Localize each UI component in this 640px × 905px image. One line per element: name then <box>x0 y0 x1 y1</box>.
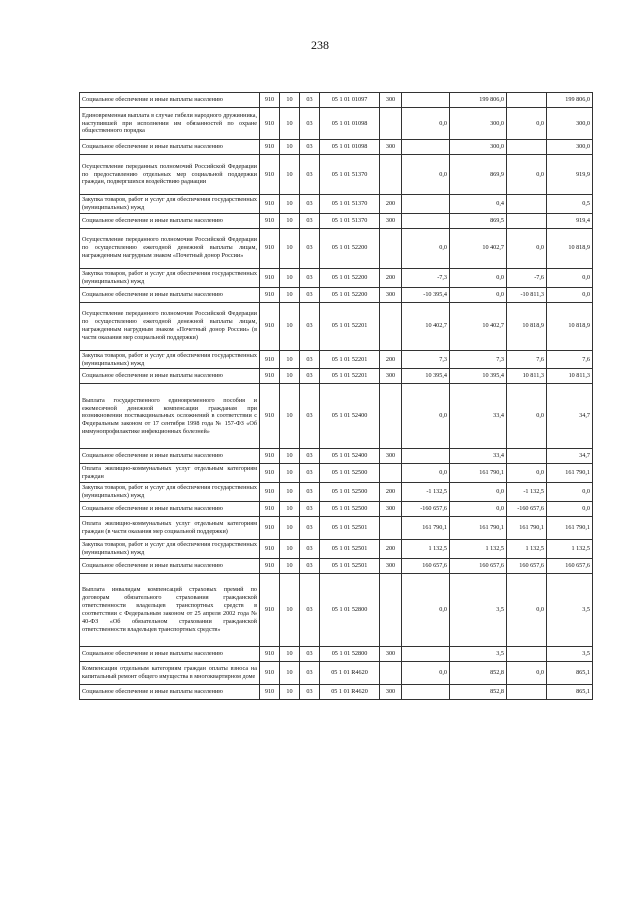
amount-total-year2: 7,6 <box>547 350 593 369</box>
amount-change-year2: 0,0 <box>507 108 547 140</box>
amount-total-year2: 34,7 <box>547 449 593 464</box>
expense-kind-code: 300 <box>380 502 402 517</box>
expense-kind-code <box>380 517 402 540</box>
row-name: Закупка товаров, работ и услуг для обеспечения государственных (муниципальных) нужд <box>80 195 260 214</box>
expense-kind-code <box>380 108 402 140</box>
expense-kind-code: 300 <box>380 140 402 155</box>
table-row <box>80 155 593 195</box>
table-row <box>80 449 593 464</box>
target-article-code: 05 1 01 52501 <box>320 540 380 559</box>
ministry-code: 910 <box>260 483 280 502</box>
subsection-code: 03 <box>300 540 320 559</box>
amount-total-year2: 199 806,0 <box>547 93 593 108</box>
section-code: 10 <box>280 684 300 699</box>
amount-total-year1: 199 806,0 <box>450 93 507 108</box>
subsection-code: 03 <box>300 287 320 302</box>
amount-change-year1: 0,0 <box>402 573 450 646</box>
ministry-code: 910 <box>260 369 280 384</box>
amount-change-year2 <box>507 93 547 108</box>
expense-kind-code: 200 <box>380 540 402 559</box>
subsection-code: 03 <box>300 268 320 287</box>
amount-change-year2: 7,6 <box>507 350 547 369</box>
amount-total-year2: 10 818,9 <box>547 228 593 268</box>
row-name: Закупка товаров, работ и услуг для обеспечения государственных (муниципальных) нужд <box>80 540 260 559</box>
amount-change-year2 <box>507 449 547 464</box>
table-row <box>80 646 593 661</box>
section-code: 10 <box>280 268 300 287</box>
target-article-code: 05 1 01 52500 <box>320 483 380 502</box>
target-article-code: 05 1 01 52800 <box>320 646 380 661</box>
table-row <box>80 502 593 517</box>
table-row <box>80 213 593 228</box>
target-article-code: 05 1 01 51370 <box>320 155 380 195</box>
row-name: Социальное обеспечение и иные выплаты населению <box>80 646 260 661</box>
section-code: 10 <box>280 93 300 108</box>
amount-change-year2 <box>507 646 547 661</box>
table-row <box>80 108 593 140</box>
subsection-code: 03 <box>300 155 320 195</box>
amount-total-year2: 34,7 <box>547 384 593 449</box>
section-code: 10 <box>280 517 300 540</box>
ministry-code: 910 <box>260 502 280 517</box>
amount-change-year1: -160 657,6 <box>402 502 450 517</box>
amount-total-year1: 869,5 <box>450 213 507 228</box>
ministry-code: 910 <box>260 573 280 646</box>
amount-change-year1: 161 790,1 <box>402 517 450 540</box>
amount-change-year1 <box>402 213 450 228</box>
amount-total-year2: 160 657,6 <box>547 558 593 573</box>
row-name: Компенсация отдельным категориям граждан оплаты взноса на капитальный ремонт общего имущества в многоквартирном доме <box>80 661 260 684</box>
target-article-code: 05 1 01 52500 <box>320 464 380 483</box>
section-code: 10 <box>280 369 300 384</box>
expense-kind-code: 200 <box>380 195 402 214</box>
ministry-code: 910 <box>260 684 280 699</box>
section-code: 10 <box>280 108 300 140</box>
expense-kind-code: 300 <box>380 684 402 699</box>
row-name: Закупка товаров, работ и услуг для обеспечения государственных (муниципальных) нужд <box>80 350 260 369</box>
amount-total-year1: 300,0 <box>450 108 507 140</box>
target-article-code: 05 1 01 51370 <box>320 195 380 214</box>
amount-total-year2: 0,5 <box>547 195 593 214</box>
amount-change-year1: 0,0 <box>402 228 450 268</box>
subsection-code: 03 <box>300 684 320 699</box>
ministry-code: 910 <box>260 384 280 449</box>
target-article-code: 05 1 01 52501 <box>320 558 380 573</box>
section-code: 10 <box>280 287 300 302</box>
amount-change-year1 <box>402 684 450 699</box>
section-code: 10 <box>280 540 300 559</box>
amount-total-year1: 0,0 <box>450 483 507 502</box>
expense-kind-code <box>380 464 402 483</box>
amount-total-year1: 3,5 <box>450 646 507 661</box>
amount-change-year2: -160 657,6 <box>507 502 547 517</box>
amount-change-year1: 10 395,4 <box>402 369 450 384</box>
amount-total-year1: 0,0 <box>450 268 507 287</box>
expense-kind-code <box>380 302 402 350</box>
row-name: Социальное обеспечение и иные выплаты населению <box>80 93 260 108</box>
amount-change-year1: -1 132,5 <box>402 483 450 502</box>
amount-total-year2: 300,0 <box>547 108 593 140</box>
amount-change-year2: 1 132,5 <box>507 540 547 559</box>
amount-change-year2 <box>507 684 547 699</box>
target-article-code: 05 1 01 R4620 <box>320 661 380 684</box>
row-name: Социальное обеспечение и иные выплаты населению <box>80 449 260 464</box>
expense-kind-code: 300 <box>380 287 402 302</box>
row-name: Осуществление переданного полномочия Российской Федерации по осуществлению ежегодной денежной выплаты лицам, награжденным нагрудным знаком «Почетный донор России» (в части оказания мер социальной поддержки) <box>80 302 260 350</box>
section-code: 10 <box>280 228 300 268</box>
amount-total-year1: 852,8 <box>450 684 507 699</box>
target-article-code: 05 1 01 52201 <box>320 350 380 369</box>
target-article-code: 05 1 01 52800 <box>320 573 380 646</box>
target-article-code: 05 1 01 52500 <box>320 502 380 517</box>
ministry-code: 910 <box>260 558 280 573</box>
amount-change-year1: 0,0 <box>402 108 450 140</box>
amount-total-year1: 0,4 <box>450 195 507 214</box>
ministry-code: 910 <box>260 302 280 350</box>
amount-total-year1: 0,0 <box>450 502 507 517</box>
expense-kind-code: 200 <box>380 350 402 369</box>
amount-total-year2: 0,0 <box>547 483 593 502</box>
section-code: 10 <box>280 350 300 369</box>
subsection-code: 03 <box>300 517 320 540</box>
ministry-code: 910 <box>260 287 280 302</box>
section-code: 10 <box>280 646 300 661</box>
section-code: 10 <box>280 449 300 464</box>
subsection-code: 03 <box>300 449 320 464</box>
amount-change-year1 <box>402 195 450 214</box>
subsection-code: 03 <box>300 108 320 140</box>
subsection-code: 03 <box>300 384 320 449</box>
amount-change-year2: 160 657,6 <box>507 558 547 573</box>
amount-total-year1: 1 132,5 <box>450 540 507 559</box>
amount-change-year2: 161 790,1 <box>507 517 547 540</box>
subsection-code: 03 <box>300 369 320 384</box>
row-name: Осуществление переданных полномочий Российской Федерации по предоставлению отдельных мер социальной поддержки граждан, подвергшихся воздействию радиации <box>80 155 260 195</box>
ministry-code: 910 <box>260 93 280 108</box>
expense-kind-code <box>380 228 402 268</box>
table-row <box>80 464 593 483</box>
amount-change-year2: 0,0 <box>507 228 547 268</box>
amount-total-year1: 0,0 <box>450 287 507 302</box>
amount-total-year2: 0,0 <box>547 287 593 302</box>
section-code: 10 <box>280 384 300 449</box>
target-article-code: 05 1 01 52200 <box>320 287 380 302</box>
amount-total-year1: 33,4 <box>450 384 507 449</box>
expense-kind-code: 300 <box>380 213 402 228</box>
amount-total-year1: 300,0 <box>450 140 507 155</box>
subsection-code: 03 <box>300 93 320 108</box>
ministry-code: 910 <box>260 517 280 540</box>
amount-change-year1: 0,0 <box>402 384 450 449</box>
row-name: Закупка товаров, работ и услуг для обеспечения государственных (муниципальных) нужд <box>80 483 260 502</box>
target-article-code: 05 1 01 01098 <box>320 140 380 155</box>
page-number: 238 <box>311 38 329 52</box>
amount-total-year1: 33,4 <box>450 449 507 464</box>
section-code: 10 <box>280 464 300 483</box>
amount-total-year2: 161 790,1 <box>547 464 593 483</box>
amount-total-year1: 160 657,6 <box>450 558 507 573</box>
amount-change-year2: 0,0 <box>507 661 547 684</box>
target-article-code: 05 1 01 52501 <box>320 517 380 540</box>
table-row <box>80 384 593 449</box>
subsection-code: 03 <box>300 213 320 228</box>
section-code: 10 <box>280 213 300 228</box>
table-row <box>80 540 593 559</box>
expense-kind-code <box>380 384 402 449</box>
expense-kind-code: 300 <box>380 558 402 573</box>
expense-kind-code: 200 <box>380 483 402 502</box>
section-code: 10 <box>280 483 300 502</box>
ministry-code: 910 <box>260 464 280 483</box>
amount-change-year1: -7,3 <box>402 268 450 287</box>
row-name: Единовременная выплата в случае гибели народного дружинника, наступившей при исполнении им обязанностей по охране общественного порядка <box>80 108 260 140</box>
amount-total-year2: 10 818,9 <box>547 302 593 350</box>
amount-change-year1 <box>402 646 450 661</box>
row-name: Социальное обеспечение и иные выплаты населению <box>80 502 260 517</box>
section-code: 10 <box>280 155 300 195</box>
expense-kind-code <box>380 155 402 195</box>
amount-change-year1 <box>402 449 450 464</box>
amount-change-year2: -7,6 <box>507 268 547 287</box>
amount-change-year1: 0,0 <box>402 661 450 684</box>
table-row <box>80 140 593 155</box>
table-row <box>80 350 593 369</box>
row-name: Социальное обеспечение и иные выплаты населению <box>80 140 260 155</box>
amount-total-year2: 161 790,1 <box>547 517 593 540</box>
ministry-code: 910 <box>260 195 280 214</box>
expense-kind-code: 300 <box>380 369 402 384</box>
table-row <box>80 228 593 268</box>
amount-total-year1: 10 402,7 <box>450 228 507 268</box>
amount-change-year1: 160 657,6 <box>402 558 450 573</box>
target-article-code: 05 1 01 01098 <box>320 108 380 140</box>
subsection-code: 03 <box>300 646 320 661</box>
budget-table <box>79 92 593 700</box>
amount-total-year1: 10 402,7 <box>450 302 507 350</box>
expense-kind-code: 200 <box>380 268 402 287</box>
amount-change-year2: 0,0 <box>507 573 547 646</box>
amount-change-year2 <box>507 213 547 228</box>
target-article-code: 05 1 01 01097 <box>320 93 380 108</box>
subsection-code: 03 <box>300 195 320 214</box>
amount-total-year2: 1 132,5 <box>547 540 593 559</box>
row-name: Оплата жилищно-коммунальных услуг отдельным категориям граждан <box>80 464 260 483</box>
amount-total-year2: 919,4 <box>547 213 593 228</box>
ministry-code: 910 <box>260 646 280 661</box>
table-row <box>80 369 593 384</box>
row-name: Социальное обеспечение и иные выплаты населению <box>80 213 260 228</box>
expense-kind-code: 300 <box>380 646 402 661</box>
table-row <box>80 573 593 646</box>
amount-change-year2 <box>507 195 547 214</box>
amount-change-year2: 10 818,9 <box>507 302 547 350</box>
subsection-code: 03 <box>300 228 320 268</box>
row-name: Закупка товаров, работ и услуг для обеспечения государственных (муниципальных) нужд <box>80 268 260 287</box>
amount-total-year1: 3,5 <box>450 573 507 646</box>
row-name: Выплата инвалидам компенсаций страховых премий по договорам обязательного страхования гражданской ответственности владельцев транспортных средств в соответствии с Федеральным законом от 25 апреля 2002 года № 40-ФЗ «Об обязательном страховании гражданской ответственности владельцев транспортных средств» <box>80 573 260 646</box>
amount-total-year1: 7,3 <box>450 350 507 369</box>
target-article-code: 05 1 01 R4620 <box>320 684 380 699</box>
table-row <box>80 93 593 108</box>
ministry-code: 910 <box>260 268 280 287</box>
subsection-code: 03 <box>300 464 320 483</box>
target-article-code: 05 1 01 52400 <box>320 384 380 449</box>
row-name: Социальное обеспечение и иные выплаты населению <box>80 287 260 302</box>
target-article-code: 05 1 01 52201 <box>320 302 380 350</box>
amount-total-year2: 0,0 <box>547 502 593 517</box>
section-code: 10 <box>280 502 300 517</box>
amount-change-year2: -10 811,3 <box>507 287 547 302</box>
subsection-code: 03 <box>300 302 320 350</box>
amount-total-year1: 10 395,4 <box>450 369 507 384</box>
amount-total-year2: 865,1 <box>547 684 593 699</box>
row-name: Социальное обеспечение и иные выплаты населению <box>80 369 260 384</box>
amount-total-year2: 3,5 <box>547 573 593 646</box>
amount-change-year1: 1 132,5 <box>402 540 450 559</box>
ministry-code: 910 <box>260 540 280 559</box>
expense-kind-code: 300 <box>380 449 402 464</box>
ministry-code: 910 <box>260 449 280 464</box>
subsection-code: 03 <box>300 483 320 502</box>
amount-total-year2: 919,9 <box>547 155 593 195</box>
table-row <box>80 302 593 350</box>
section-code: 10 <box>280 558 300 573</box>
amount-total-year1: 161 790,1 <box>450 464 507 483</box>
amount-change-year2: 10 811,3 <box>507 369 547 384</box>
subsection-code: 03 <box>300 573 320 646</box>
amount-total-year2: 300,0 <box>547 140 593 155</box>
amount-change-year1: 10 402,7 <box>402 302 450 350</box>
subsection-code: 03 <box>300 502 320 517</box>
amount-change-year2: -1 132,5 <box>507 483 547 502</box>
amount-change-year1: 0,0 <box>402 155 450 195</box>
row-name: Выплата государственного единовременного пособия и ежемесячной денежной компенсации гражданам при возникновении поствакцинальных осложнений в соответствии с Федеральным законом от 17 сентября 1998 года № 157-ФЗ «Об иммунопрофилактике инфекционных болезней» <box>80 384 260 449</box>
ministry-code: 910 <box>260 228 280 268</box>
section-code: 10 <box>280 140 300 155</box>
amount-total-year2: 3,5 <box>547 646 593 661</box>
target-article-code: 05 1 01 52200 <box>320 268 380 287</box>
subsection-code: 03 <box>300 140 320 155</box>
amount-total-year2: 10 811,3 <box>547 369 593 384</box>
row-name: Социальное обеспечение и иные выплаты населению <box>80 684 260 699</box>
table-row <box>80 287 593 302</box>
expense-kind-code: 300 <box>380 93 402 108</box>
amount-change-year1 <box>402 140 450 155</box>
subsection-code: 03 <box>300 350 320 369</box>
section-code: 10 <box>280 302 300 350</box>
subsection-code: 03 <box>300 661 320 684</box>
amount-change-year1: -10 395,4 <box>402 287 450 302</box>
amount-total-year1: 869,9 <box>450 155 507 195</box>
amount-total-year1: 161 790,1 <box>450 517 507 540</box>
amount-change-year2 <box>507 140 547 155</box>
amount-change-year1: 0,0 <box>402 464 450 483</box>
table-row <box>80 684 593 699</box>
expense-kind-code <box>380 573 402 646</box>
amount-total-year2: 0,0 <box>547 268 593 287</box>
ministry-code: 910 <box>260 155 280 195</box>
target-article-code: 05 1 01 52400 <box>320 449 380 464</box>
ministry-code: 910 <box>260 213 280 228</box>
table-row <box>80 483 593 502</box>
ministry-code: 910 <box>260 350 280 369</box>
subsection-code: 03 <box>300 558 320 573</box>
amount-change-year2: 0,0 <box>507 384 547 449</box>
expense-kind-code <box>380 661 402 684</box>
target-article-code: 05 1 01 51370 <box>320 213 380 228</box>
row-name: Оплата жилищно-коммунальных услуг отдельным категориям граждан (в части оказания мер социальной поддержки) <box>80 517 260 540</box>
section-code: 10 <box>280 573 300 646</box>
section-code: 10 <box>280 195 300 214</box>
table-row <box>80 268 593 287</box>
target-article-code: 05 1 01 52201 <box>320 369 380 384</box>
amount-change-year1 <box>402 93 450 108</box>
amount-change-year1: 7,3 <box>402 350 450 369</box>
amount-total-year1: 852,8 <box>450 661 507 684</box>
ministry-code: 910 <box>260 140 280 155</box>
row-name: Социальное обеспечение и иные выплаты населению <box>80 558 260 573</box>
amount-total-year2: 865,1 <box>547 661 593 684</box>
table-row <box>80 661 593 684</box>
amount-change-year2: 0,0 <box>507 155 547 195</box>
table-row <box>80 558 593 573</box>
ministry-code: 910 <box>260 108 280 140</box>
section-code: 10 <box>280 661 300 684</box>
ministry-code: 910 <box>260 661 280 684</box>
table-row <box>80 195 593 214</box>
table-row <box>80 517 593 540</box>
target-article-code: 05 1 01 52200 <box>320 228 380 268</box>
amount-change-year2: 0,0 <box>507 464 547 483</box>
row-name: Осуществление переданного полномочия Российской Федерации по осуществлению ежегодной денежной выплаты лицам, награжденным нагрудным знаком «Почетный донор России» <box>80 228 260 268</box>
